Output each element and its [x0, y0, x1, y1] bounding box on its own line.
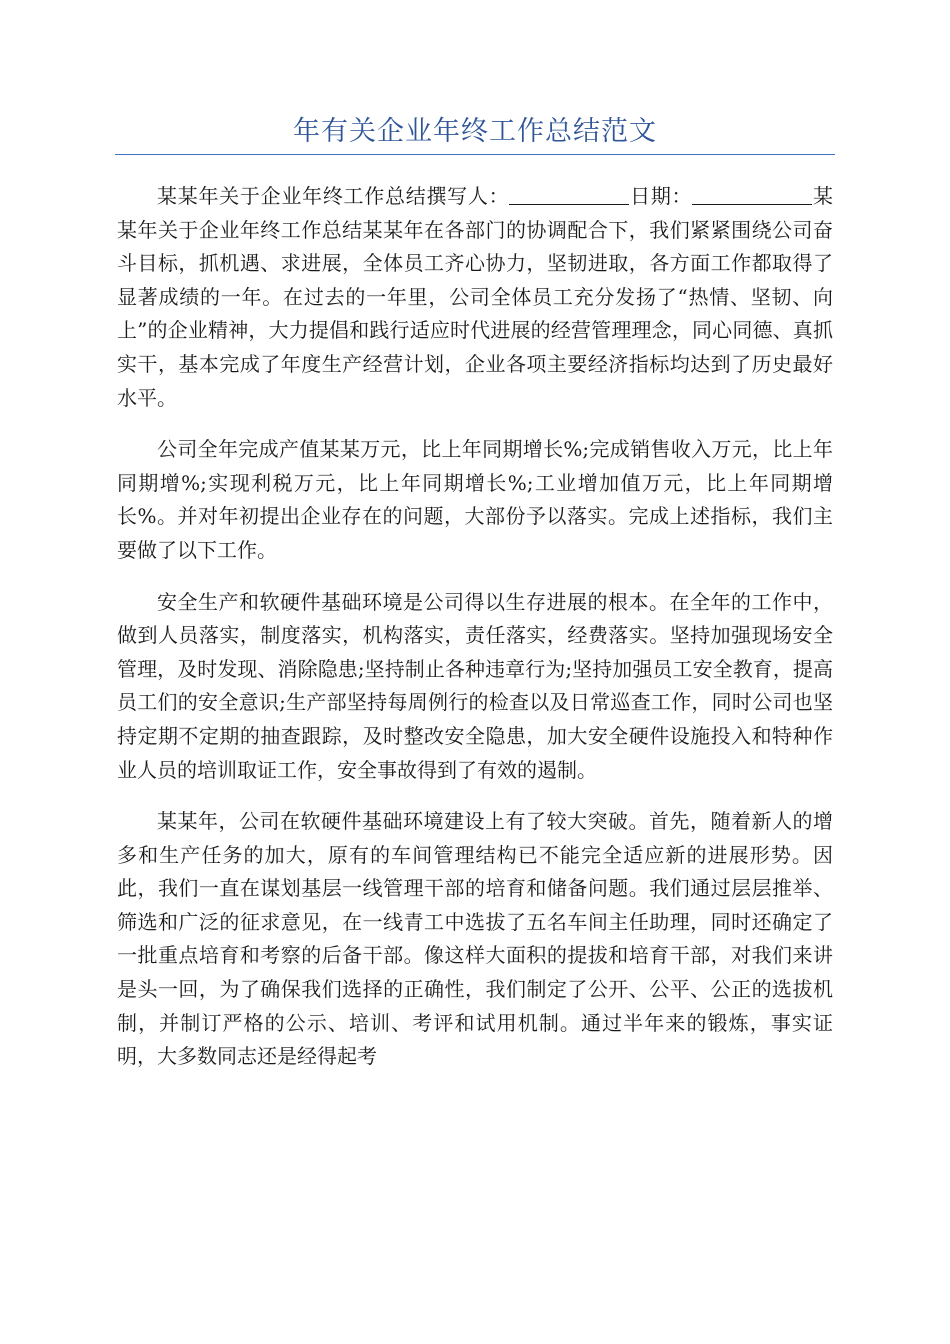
document-body [117, 151, 833, 1092]
date-label: 日期： [629, 184, 693, 208]
date-blank [692, 184, 812, 205]
paragraph: 公司全年完成产值某某万元，比上年同期增长%;完成销售收入万元，比上年同期增%;实现利税万元，比上年同期增长%;工业增加值万元，比上年同期增长%。并对年初提出企业存在的问题，大部份予以落实。完成上述指标，我们主要做了以下工作。 [117, 437, 833, 562]
paragraph-intro [117, 180, 833, 415]
paragraph: 某某年，公司在软硬件基础环境建设上有了较大突破。首先，随着新人的增多和生产任务的加大，原有的车间管理结构已不能完全适应新的进展形势。因此，我们一直在谋划基层一线管理干部的培育和储备问题。我们通过层层推举、筛选和广泛的征求意见，在一线青工中选拔了五名车间主任助理，同时还确定了一批重点培育和考察的后备干部。像这样大面积的提拔和培育干部，对我们来讲是头一回，为了确保我们选择的正确性，我们制定了公开、公平、公正的选拔机制，并制订严格的公示、培训、考评和试用机制。通过半年来的锻炼，事实证明，大多数同志还是经得起考 [117, 809, 833, 1069]
author-label: 某某年关于企业年终工作总结撰写人： [157, 184, 510, 208]
author-blank [509, 184, 629, 205]
paragraph: 安全生产和软硬件基础环境是公司得以生存进展的根本。在全年的工作中，做到人员落实，制度落实，机构落实，责任落实，经费落实。坚持加强现场安全管理，及时发现、消除隐患;坚持制止各种违章行为;坚持加强员工安全教育，提高员工们的安全意识;生产部坚持每周例行的检查以及日常巡查工作，同时公司也坚持定期不定期的抽查跟踪，及时整改安全隐患，加大安全硬件设施投入和特种作业人员的培训取证工作，安全事故得到了有效的遏制。 [117, 589, 833, 782]
document-title: 年有关企业年终工作总结范文 [293, 116, 657, 147]
intro-text: 某某年关于企业年终工作总结某某年在各部门的协调配合下，我们紧紧围绕公司奋斗目标，抓机遇、求进展，全体员工齐心协力，坚韧进取，各方面工作都取得了显著成绩的一年。在过去的一年里，公司全体员工充分发扬了“热情、坚韧、向上”的企业精神，大力提倡和践行适应时代进展的经营管理理念，同心同德、真抓实干，基本完成了年度生产经营计划，企业各项主要经济指标均达到了历史最好水平。 [117, 184, 834, 410]
